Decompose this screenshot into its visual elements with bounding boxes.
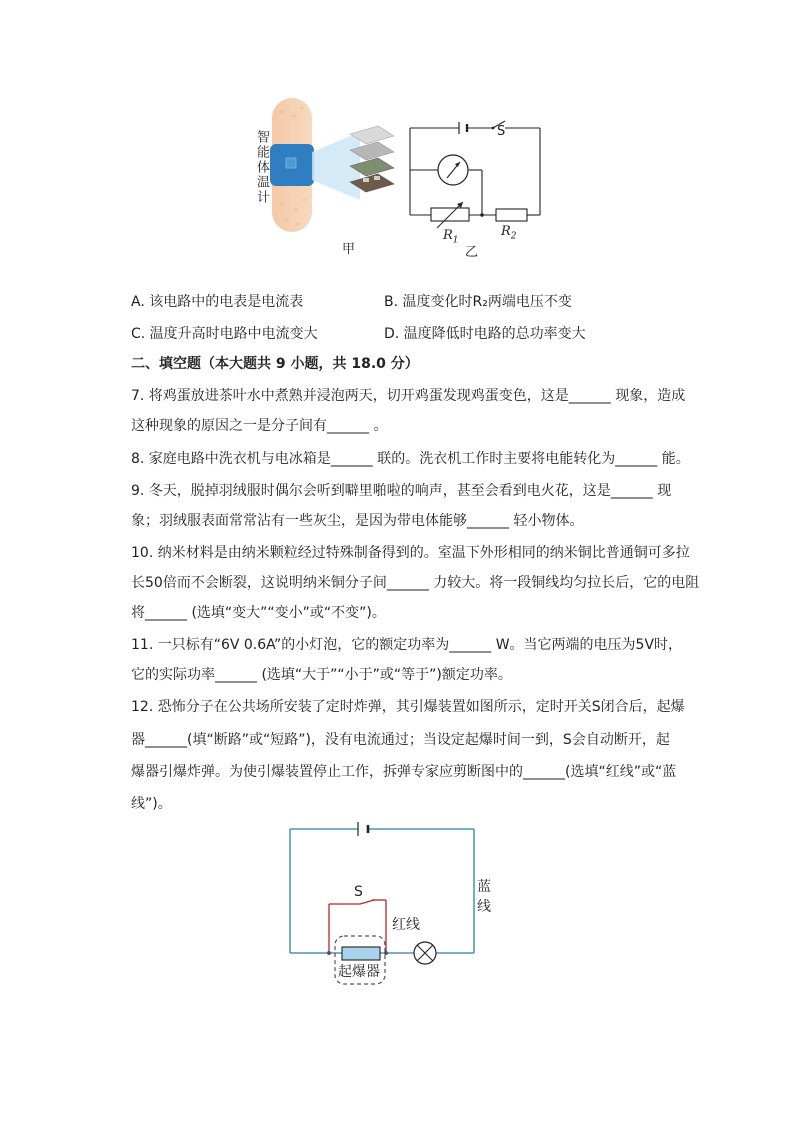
switch-label-s: S [354,884,363,900]
q7-line2: 这种现象的原因之一是分子间有______ 。 [131,418,388,434]
blue-wire-label: 蓝线 [477,879,491,915]
q7-line1: 7. 将鸡蛋放进茶叶水中煮熟并浸泡两天，切开鸡蛋发现鸡蛋变色，这是______ 现象，造成 [131,388,686,404]
caption-jia: 甲 [342,242,356,257]
option-d: D. 温度降低时电路的总功率变大 [384,326,586,342]
q11-line1: 11. 一只标有“6V 0.6A”的小灯泡，它的额定功率为______ W。当它两端的电压为5V时， [131,637,683,653]
device-label: 智能体温计 [254,130,269,205]
circuit-yi [405,120,550,230]
r2-resistor [496,209,527,221]
q10-line1: 10. 纳米材料是由纳米颗粒经过特殊制备得到的。室温下外形相同的纳米铜比普通铜可多拉 [131,545,690,561]
r1-label: $R_1$ [443,228,459,246]
detonator-label: 起爆器 [338,964,380,980]
q10-line2: 长50倍而不会断裂，这说明纳米铜分子间______ 力较大。将一段铜线均匀拉长后，它的电阻 [131,575,700,591]
q10-line3: 将______ (选填“变大”“变小”或“不变”)。 [131,605,386,621]
switch-blade [360,900,374,904]
option-a: A. 该电路中的电表是电流表 [131,294,304,310]
q12-line4: 线”)。 [131,796,172,812]
q9-line2: 象；羽绒服表面常常沾有一些灰尘，是因为带电体能够______ 轻小物体。 [131,513,584,529]
q12-line1: 12. 恐怖分子在公共场所安装了定时炸弹，其引爆装置如图所示，定时开关S闭合后，起爆 [131,699,685,715]
q8-line1: 8. 家庭电路中洗衣机与电冰箱是______ 联的。洗衣机工作时主要将电能转化为______ 能。 [131,451,690,467]
r2-label: $R_2$ [501,224,517,242]
figure-detonator-circuit [284,820,494,990]
caption-yi: 乙 [465,245,479,260]
detonator-circuit [284,820,494,990]
figure-yi [405,120,550,260]
q9-line1: 9. 冬天，脱掉羽绒服时偶尔会听到噼里啪啦的响声，甚至会看到电火花，这是______ 现 [131,483,672,499]
switch-label-s: S [497,124,506,139]
figure-jia [250,92,400,257]
option-c: C. 温度升高时电路中电流变大 [131,326,318,342]
red-wire-label: 红线 [392,917,420,933]
q12-line2: 器______(填“断路”或“短路”)，没有电流通过；当设定起爆时间一到，S会自动断开，起 [131,732,670,748]
thermometer-patch-illustration [268,92,398,237]
q12-line3: 爆器引爆炸弹。为使引爆装置停止工作，拆弹专家应剪断图中的______(选填“红线”或“蓝 [131,764,677,780]
option-b: B. 温度变化时R₂两端电压不变 [384,294,572,310]
section-title: 二、填空题（本大题共 9 小题，共 18.0 分） [131,356,419,372]
q11-line2: 它的实际功率______ (选填“大于”“小于”或“等于”)额定功率。 [131,667,512,683]
detonator-box [342,947,380,960]
